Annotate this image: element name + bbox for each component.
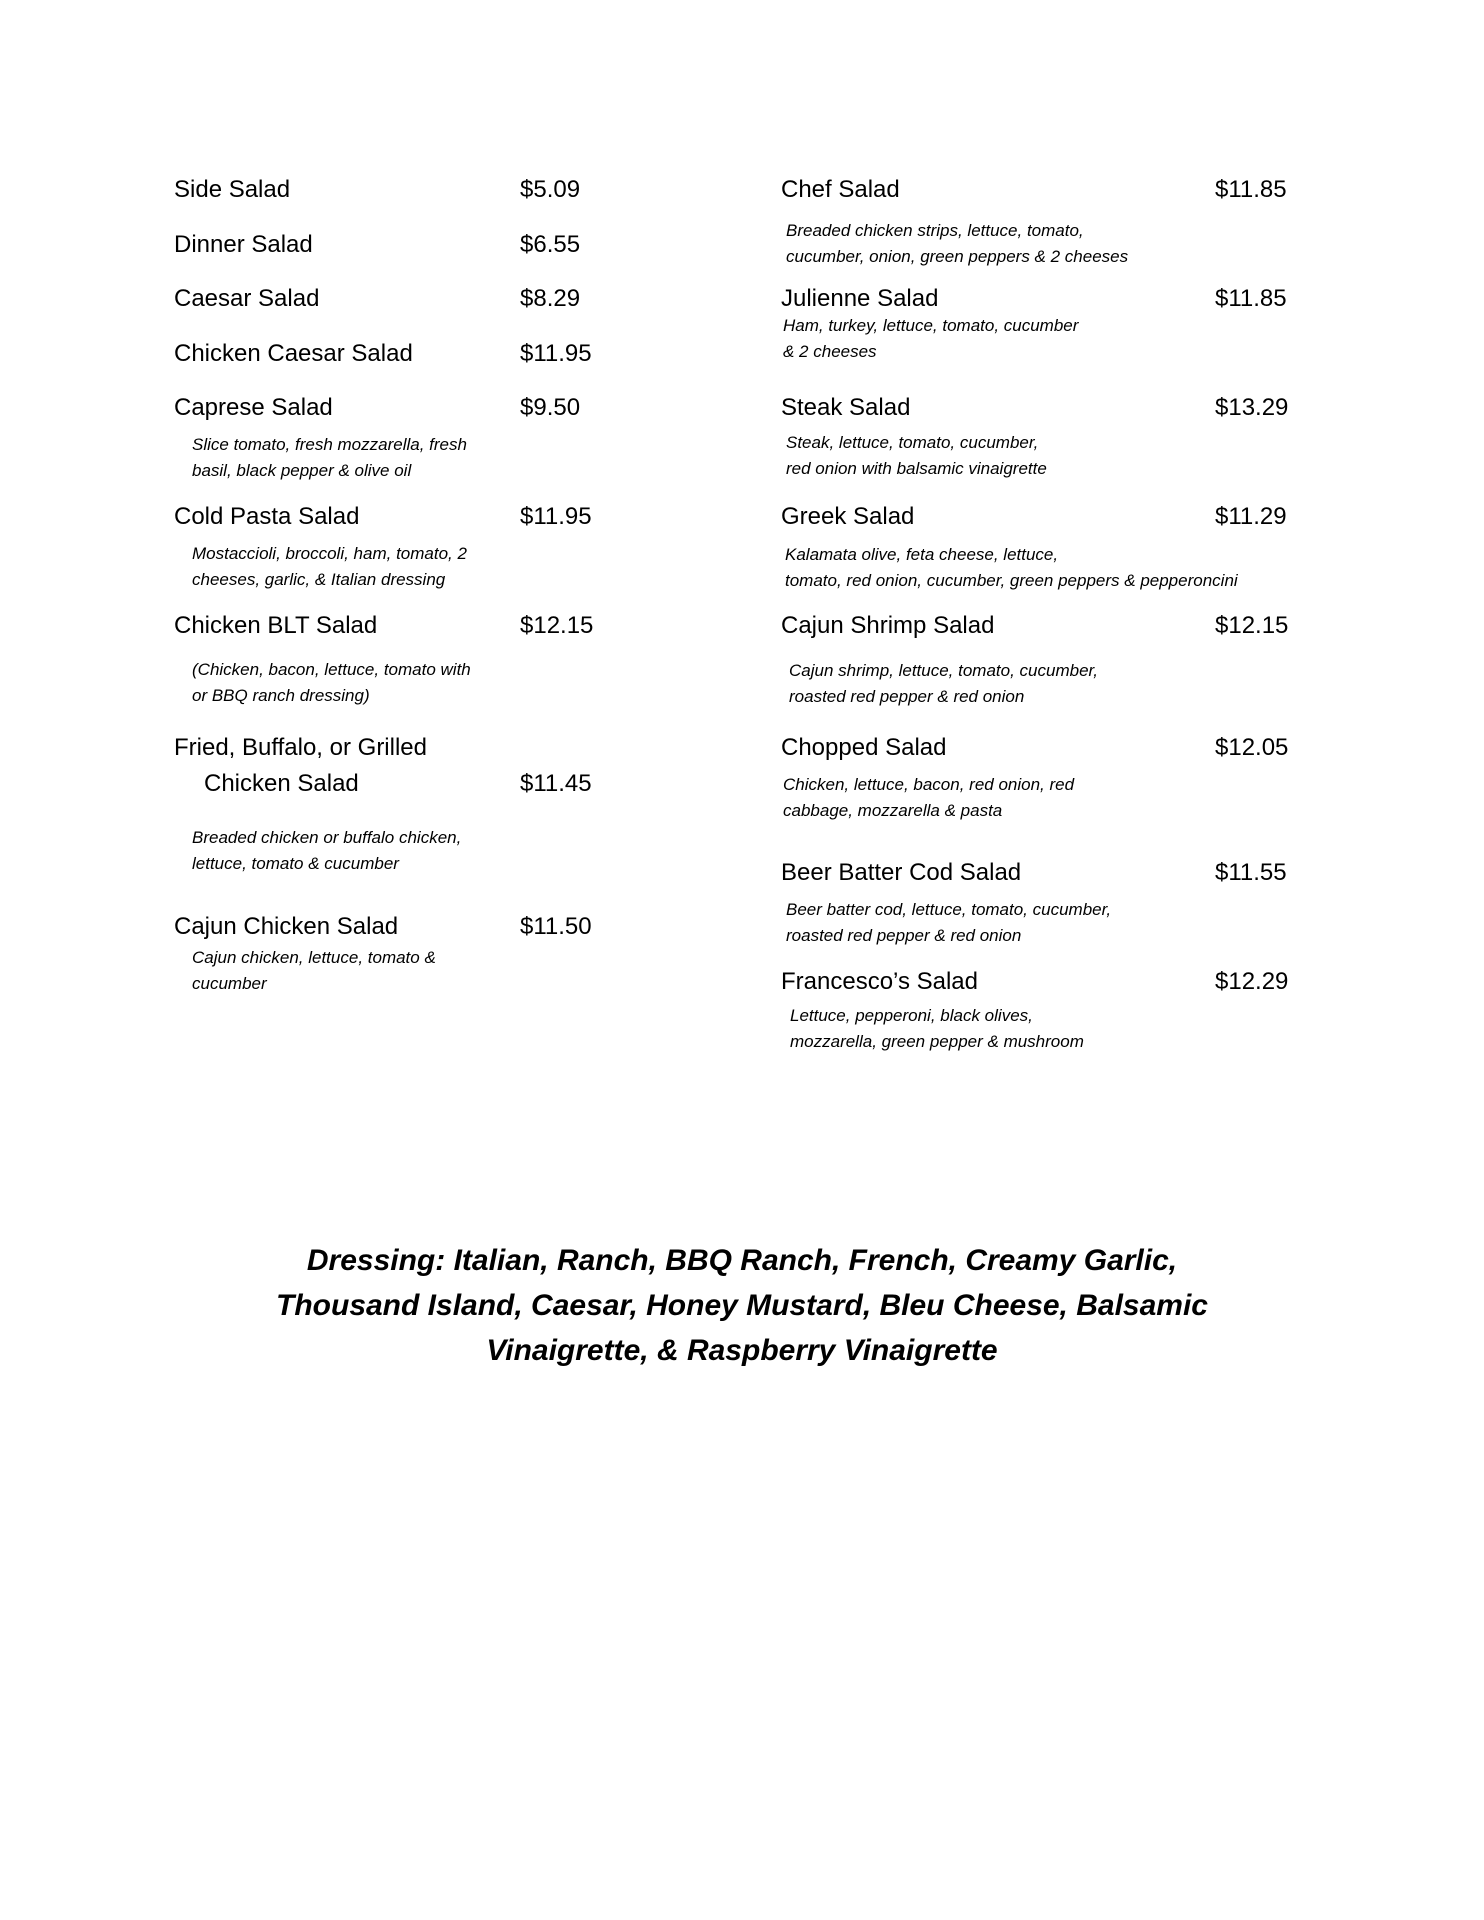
- item-name: Cajun Shrimp Salad: [781, 612, 995, 639]
- item-name: Francesco’s Salad: [781, 968, 978, 995]
- item-description: Slice tomato, fresh mozzarella, fresh: [192, 435, 467, 454]
- item-price: $11.95: [520, 340, 592, 367]
- item-name: Beer Batter Cod Salad: [781, 859, 1022, 886]
- dressing-line: Dressing: Italian, Ranch, BBQ Ranch, French, Creamy Garlic,: [306, 1244, 1178, 1277]
- item-name: Chopped Salad: [781, 734, 947, 761]
- item-description: roasted red pepper & red onion: [789, 687, 1025, 706]
- item-description: Kalamata olive, feta cheese, lettuce,: [785, 545, 1059, 564]
- item-description: cabbage, mozzarella & pasta: [783, 801, 1003, 820]
- item-price: $11.85: [1215, 285, 1287, 312]
- item-name: Caprese Salad: [174, 394, 333, 421]
- item-price: $12.15: [1215, 612, 1289, 639]
- item-description: & 2 cheeses: [783, 342, 877, 361]
- item-description: Beer batter cod, lettuce, tomato, cucumber,: [786, 900, 1112, 919]
- item-description: Breaded chicken strips, lettuce, tomato,: [786, 221, 1084, 240]
- dressing-list: [180, 1238, 1304, 1373]
- item-name: Dinner Salad: [174, 231, 313, 258]
- item-name: Chicken Caesar Salad: [174, 340, 413, 367]
- item-price: $11.50: [520, 913, 592, 940]
- item-name: Chef Salad: [781, 176, 900, 203]
- item-price: $12.15: [520, 612, 594, 639]
- item-name: Side Salad: [174, 176, 291, 203]
- item-name: Fried, Buffalo, or Grilled: [174, 734, 427, 761]
- item-description: cheeses, garlic, & Italian dressing: [192, 570, 446, 589]
- item-price: $11.95: [520, 503, 592, 530]
- item-description: or BBQ ranch dressing): [192, 686, 370, 705]
- item-description: (Chicken, bacon, lettuce, tomato with: [192, 660, 471, 679]
- item-price: $11.55: [1215, 859, 1287, 886]
- item-description: red onion with balsamic vinaigrette: [786, 459, 1047, 478]
- dressing-line: Vinaigrette, & Raspberry Vinaigrette: [486, 1334, 998, 1367]
- item-price: $13.29: [1215, 394, 1289, 421]
- item-price: $11.29: [1215, 503, 1287, 530]
- item-name: Steak Salad: [781, 394, 911, 421]
- item-name-line-2: Chicken Salad: [204, 770, 359, 797]
- dressing-line: Thousand Island, Caesar, Honey Mustard, Bleu Cheese, Balsamic: [276, 1289, 1208, 1322]
- item-description: cucumber, onion, green peppers & 2 cheeses: [786, 247, 1129, 266]
- item-name: Cold Pasta Salad: [174, 503, 360, 530]
- item-description: mozzarella, green pepper & mushroom: [790, 1032, 1084, 1051]
- item-description: Cajun shrimp, lettuce, tomato, cucumber,: [789, 661, 1098, 680]
- item-name: Chicken BLT Salad: [174, 612, 378, 639]
- item-description: basil, black pepper & olive oil: [192, 461, 412, 480]
- item-name: Greek Salad: [781, 503, 915, 530]
- item-description: Mostaccioli, broccoli, ham, tomato, 2: [192, 544, 467, 563]
- item-name: Caesar Salad: [174, 285, 320, 312]
- item-price: $11.45: [520, 770, 592, 797]
- item-description: Breaded chicken or buffalo chicken,: [192, 828, 462, 847]
- item-price: $12.05: [1215, 734, 1289, 761]
- item-description: Chicken, lettuce, bacon, red onion, red: [783, 775, 1075, 794]
- item-description: lettuce, tomato & cucumber: [192, 854, 399, 873]
- item-description: roasted red pepper & red onion: [786, 926, 1022, 945]
- item-price: $8.29: [520, 285, 581, 312]
- item-description: Steak, lettuce, tomato, cucumber,: [786, 433, 1039, 452]
- item-description: Ham, turkey, lettuce, tomato, cucumber: [783, 316, 1079, 335]
- item-price: $11.85: [1215, 176, 1287, 203]
- item-price: $5.09: [520, 176, 581, 203]
- item-description: Cajun chicken, lettuce, tomato &: [192, 948, 436, 967]
- item-description: Lettuce, pepperoni, black olives,: [790, 1006, 1033, 1025]
- item-price: $6.55: [520, 231, 581, 258]
- item-description: tomato, red onion, cucumber, green peppers & pepperoncini: [785, 571, 1238, 590]
- item-price: $9.50: [520, 394, 581, 421]
- item-description: cucumber: [192, 974, 267, 993]
- item-price: $12.29: [1215, 968, 1289, 995]
- item-name: Cajun Chicken Salad: [174, 913, 399, 940]
- item-name: Julienne Salad: [781, 285, 939, 312]
